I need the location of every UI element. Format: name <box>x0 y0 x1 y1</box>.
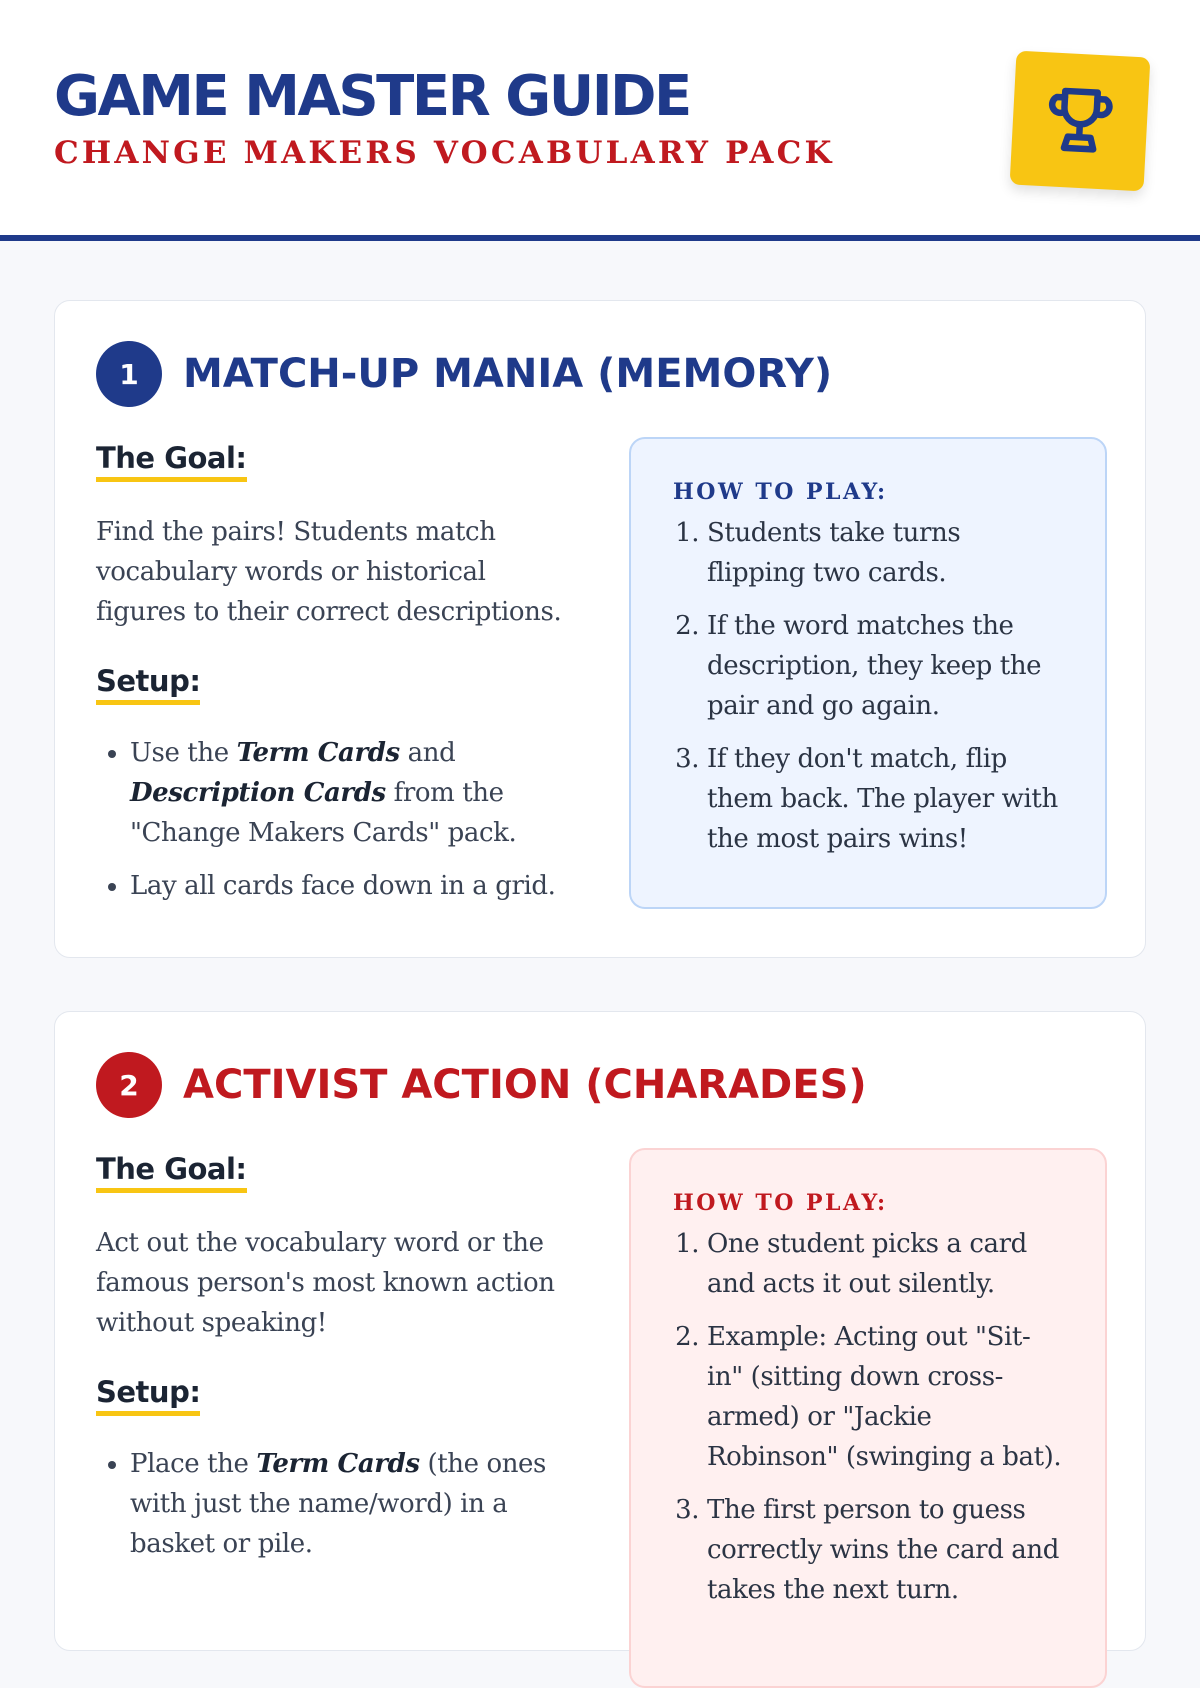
game-number-badge: 2 <box>96 1052 162 1118</box>
goal-label: The Goal: <box>96 1150 247 1193</box>
game-title: MATCH-UP MANIA (MEMORY) <box>183 351 833 397</box>
term-cards-emphasis: Term Cards <box>236 738 400 768</box>
game-number-badge: 1 <box>96 341 162 407</box>
how-to-play-label: HOW TO PLAY: <box>673 1190 888 1216</box>
how-to-play-label: HOW TO PLAY: <box>673 479 888 505</box>
setup-item: • Place the Term Cards (the ones with just the name/word) in a basket or pile. <box>130 1444 566 1564</box>
setup-label: Setup: <box>96 662 200 705</box>
setup-list <box>96 733 566 906</box>
step-item: 2. Example: Acting out "Sit-in" (sitting down cross-armed) or "Jackie Robinson" (swinging a bat). <box>707 1317 1065 1477</box>
how-to-play-box <box>629 1148 1107 1688</box>
setup-item: • Lay all cards face down in a grid. <box>130 866 566 906</box>
page-title: GAME MASTER GUIDE <box>54 64 690 129</box>
game-details <box>96 1150 566 1577</box>
step-item: 1. Students take turns flipping two cards. <box>707 513 1065 593</box>
how-to-play-box <box>629 437 1107 909</box>
setup-item: • Use the Term Cards and Description Cards from the "Change Makers Cards" pack. <box>130 733 566 853</box>
description-cards-emphasis: Description Cards <box>130 778 386 808</box>
trophy-icon <box>1039 80 1121 162</box>
trophy-badge <box>1010 51 1151 192</box>
steps-list <box>673 513 1065 859</box>
game-title: ACTIVIST ACTION (CHARADES) <box>183 1062 867 1108</box>
game-card-charades <box>54 1011 1146 1651</box>
game-details <box>96 439 566 919</box>
page-header <box>0 0 1200 241</box>
goal-label: The Goal: <box>96 439 247 482</box>
game-card-memory <box>54 300 1146 958</box>
goal-text: Find the pairs! Students match vocabulary words or historical figures to their correct descriptions. <box>96 517 562 627</box>
step-item: 1. One student picks a card and acts it out silently. <box>707 1224 1065 1304</box>
page-subtitle: CHANGE MAKERS VOCABULARY PACK <box>54 135 835 171</box>
setup-label: Setup: <box>96 1373 200 1416</box>
setup-list <box>96 1444 566 1564</box>
step-item: 3. If they don't match, flip them back. The player with the most pairs wins! <box>707 739 1065 859</box>
goal-text: Act out the vocabulary word or the famous person's most known action without speaking! <box>96 1228 555 1338</box>
term-cards-emphasis: Term Cards <box>256 1449 420 1479</box>
step-item: 2. If the word matches the description, they keep the pair and go again. <box>707 606 1065 726</box>
steps-list <box>673 1224 1065 1610</box>
step-item: 3. The first person to guess correctly wins the card and takes the next turn. <box>707 1490 1065 1610</box>
